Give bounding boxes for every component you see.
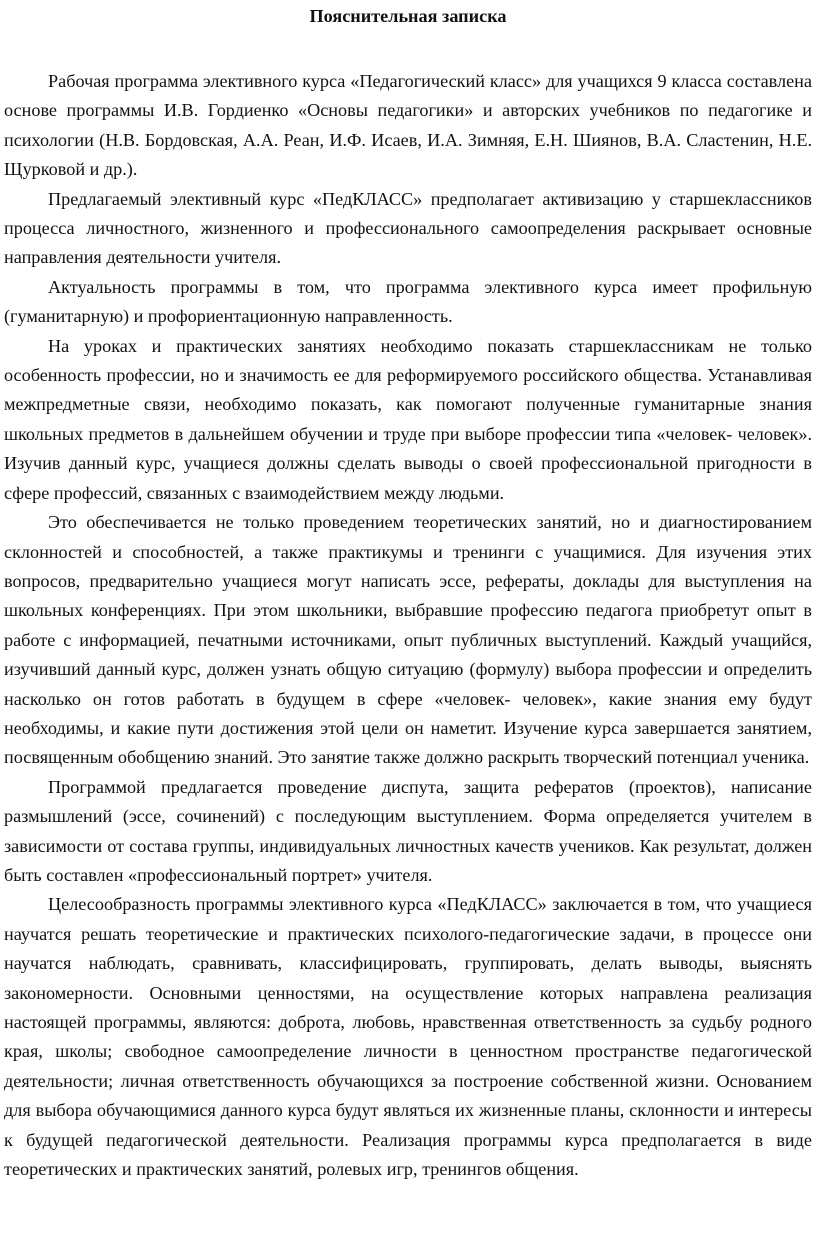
paragraph-methods: Это обеспечивается не только проведением теоретических занятий, но и диагностированием склонностей и способностей, а также практикумы и тренинги с учащимися. Для изучения этих вопросов, предварительно учащиеся могут написать эссе, рефераты, доклады для выступления на школьных конференциях. При этом школьники, выбравшие профессию педагога приобретут опыт в работе с информацией, печатными источниками, опыт публичных выступлений. Каждый учащийся, изучивший данный курс, должен узнать общую ситуацию (формулу) выбора профессии и определить насколько он готов работать в будущем в сфере «человек- человек», какие знания ему будут необходимы, и какие пути достижения этой цели он наметит. Изучение курса завершается занятием, посвященным обобщению знаний. Это занятие также должно раскрыть творческий потенциал ученика. bbox=[4, 512, 812, 768]
paragraph-lessons: На уроках и практических занятиях необходимо показать старшеклассникам не только особенность профессии, но и значимость ее для реформируемого российского общества. Устанавливая межпредметные связи, необходимо показать, как помогают полученные гуманитарные знания школьных предметов в дальнейшем обучении и труде при выборе профессии типа «человек- человек». Изучив данный курс, учащиеся должны сделать выводы о своей профессиональной пригодности в сфере профессий, связанных с взаимодействием между людьми. bbox=[4, 335, 812, 503]
paragraph-expediency: Целесообразность программы элективного курса «ПедКЛАСС» заключается в том, что учащиеся научатся решать теоретические и практических психолого-педагогические задачи, в процессе они научатся наблюдать, сравнивать, классифицировать, группировать, делать выводы, выяснять закономерности. Основными ценностями, на осуществление которых направлена реализация настоящей программы, являются: доброта, любовь, нравственная ответственность за судьбу родного края, школы; свободное самоопределение личности в ценностном пространстве педагогической деятельности; личная ответственность обучающихся за построение собственной жизни. Основанием для выбора обучающимися данного курса будут являться их жизненные планы, склонности и интересы к будущей педагогической деятельности. Реализация программы курса предполагается в виде теоретических и практических занятий, ролевых игр, тренингов общения. bbox=[4, 894, 812, 1180]
paragraph-relevance: Актуальность программы в том, что программа элективного курса имеет профильную (гуманитарную) и профориентационную направленность. bbox=[4, 276, 812, 327]
paragraph-course-goals: Предлагаемый элективный курс «ПедКЛАСС» предполагает активизацию у старшеклассников процесса личностного, жизненного и профессионального самоопределения раскрывает основные направления деятельности учителя. bbox=[4, 188, 812, 268]
document-title: Пояснительная записка bbox=[309, 6, 507, 26]
paragraph-forms: Программой предлагается проведение диспута, защита рефератов (проектов), написание размышлений (эссе, сочинений) с последующим выступлением. Форма определяется учителем в зависимости от состава группы, индивидуальных личностных качеств учеников. Как результат, должен быть составлен «профессиональный портрет» учителя. bbox=[4, 776, 812, 885]
paragraph-program-basis: Рабочая программа элективного курса «Педагогический класс» для учащихся 9 класса составлена основе программы И.В. Гордиенко «Основы педагогики» и авторских учебников по педагогике и психологии (Н.В. Бордовская, А.А. Реан, И.Ф. Исаев, И.А. Зимняя, Е.Н. Шиянов, В.А. Сластенин, Н.Е. Щурковой и др.). bbox=[4, 71, 812, 180]
